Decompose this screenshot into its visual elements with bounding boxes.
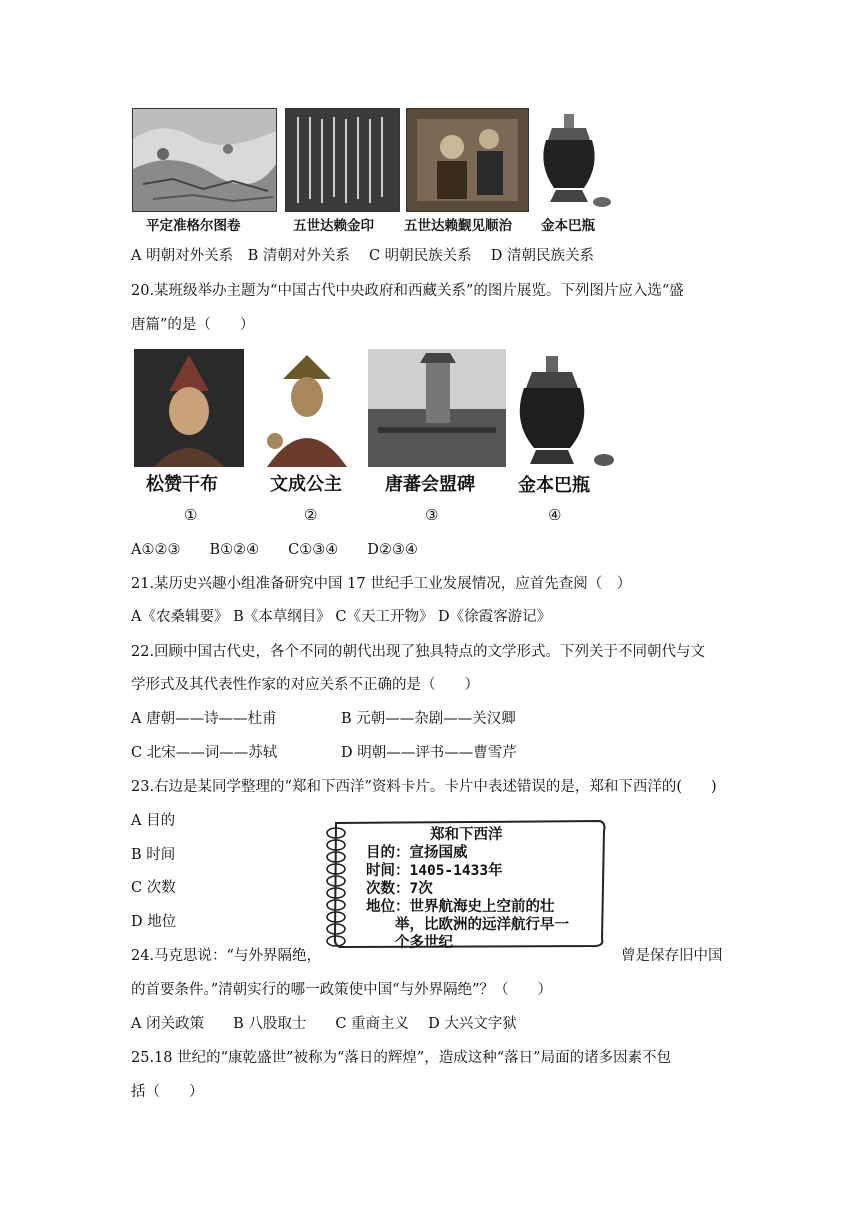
image-number-4: ④ (548, 506, 562, 524)
q24-stem-left: 24.马克思说：“与外界隔绝， (131, 948, 321, 964)
mural-illustration (407, 109, 528, 211)
zhenghe-info-card (322, 815, 608, 950)
q23-option-c: C 次数 (131, 880, 176, 896)
painting-illustration (133, 109, 276, 211)
q19-options: A 明朝对外关系 B 清朝对外关系 C 明朝民族关系 D 清朝民族关系 (131, 248, 594, 264)
q23-option-d: D 地位 (131, 914, 177, 930)
card-title: 郑和下西洋 (430, 827, 503, 843)
caption-songtsen-gampo: 松赞干布 (146, 474, 218, 495)
image-number-3: ③ (425, 506, 439, 524)
q22-option-b: B 元朝——杂剧——关汉卿 (341, 711, 516, 727)
q22-option-d: D 明朝——评书——曹雪芹 (341, 745, 517, 761)
golden-urn-icon (510, 352, 616, 470)
q24-stem-right: 曾是保存旧中国 (621, 948, 723, 964)
image-number-1: ① (184, 506, 198, 524)
painting-pingding-zhungeer-image (132, 108, 277, 212)
q21-stem: 21.某历史兴趣小组准备研究中国 17 世纪手工业发展情况，应首先查阅（ ） (131, 576, 632, 592)
q23-option-a: A 目的 (131, 813, 176, 829)
caption-golden-urn: 金本巴瓶 (541, 218, 595, 234)
golden-urn-image-small (532, 110, 614, 210)
golden-seal-document-image (285, 108, 400, 212)
card-line-count: 次数：7次 (366, 881, 433, 897)
statue-illustration (253, 349, 361, 467)
caption-pingding: 平定准格尔图卷 (146, 218, 241, 234)
tang-tibet-alliance-stele-image (368, 349, 506, 467)
q23-option-b: B 时间 (131, 847, 176, 863)
q24-stem-line2: 的首要条件。”清朝实行的哪一政策使中国“与外界隔绝”？（ ） (131, 982, 552, 998)
card-line-status-1: 地位：世界航海史上空前的壮 (366, 899, 555, 915)
q22-stem-line2: 学形式及其代表性作家的对应关系不正确的是（ ） (131, 677, 479, 693)
card-line-status-2: 举，比欧洲的远洋航行早一 (366, 917, 569, 933)
card-line-status-3: 个多世纪 (366, 935, 453, 951)
golden-urn-image-large (510, 352, 616, 470)
q23-stem: 23.右边是某同学整理的“郑和下西洋”资料卡片。卡片中表述错误的是，郑和下西洋的( ) (131, 779, 717, 795)
q25-stem-line2: 括（ ） (131, 1084, 204, 1100)
q22-option-c: C 北宋——词——苏轼 (131, 745, 278, 761)
caption-princess-wencheng: 文成公主 (270, 474, 342, 495)
caption-golden-seal: 五世达赖金印 (293, 218, 374, 234)
caption-dalai-shunzhi: 五世达赖觐见顺治 (404, 218, 512, 234)
q21-options: A《农桑辑要》 B《本草纲目》 C《天工开物》 D《徐霞客游记》 (131, 609, 552, 625)
princess-wencheng-image (253, 349, 361, 467)
card-line-time: 时间：1405-1433年 (366, 863, 503, 879)
card-line-purpose: 目的：宣扬国威 (366, 845, 468, 861)
image-number-2: ② (304, 506, 318, 524)
q25-stem-line1: 25.18 世纪的“康乾盛世”被称为“落日的辉煌”，造成这种“落日”局面的诸多因素不包 (131, 1050, 672, 1066)
songtsen-gampo-image (134, 349, 244, 467)
statue-illustration (134, 349, 244, 467)
dalai-lama-meets-shunzhi-image (406, 108, 529, 212)
q24-options: A 闭关政策 B 八股取士 C 重商主义 D 大兴文字狱 (131, 1016, 517, 1032)
q20-stem-line1: 20.某班级举办主题为“中国古代中央政府和西藏关系”的图片展览。下列图片应入选“盛 (131, 283, 684, 299)
stele-illustration (368, 349, 506, 467)
q20-options: A①②③ B①②④ C①③④ D②③④ (131, 542, 418, 558)
q20-stem-line2: 唐篇”的是（ ） (131, 317, 255, 333)
q22-stem-line1: 22.回顾中国古代史，各个不同的朝代出现了独具特点的文学形式。下列关于不同朝代与文 (131, 644, 706, 660)
caption-golden-urn-2: 金本巴瓶 (518, 475, 590, 496)
caption-alliance-stele: 唐蕃会盟碑 (385, 474, 475, 495)
q22-option-a: A 唐朝——诗——杜甫 (131, 711, 277, 727)
seal-script-illustration (286, 109, 399, 211)
golden-urn-icon (532, 110, 614, 210)
